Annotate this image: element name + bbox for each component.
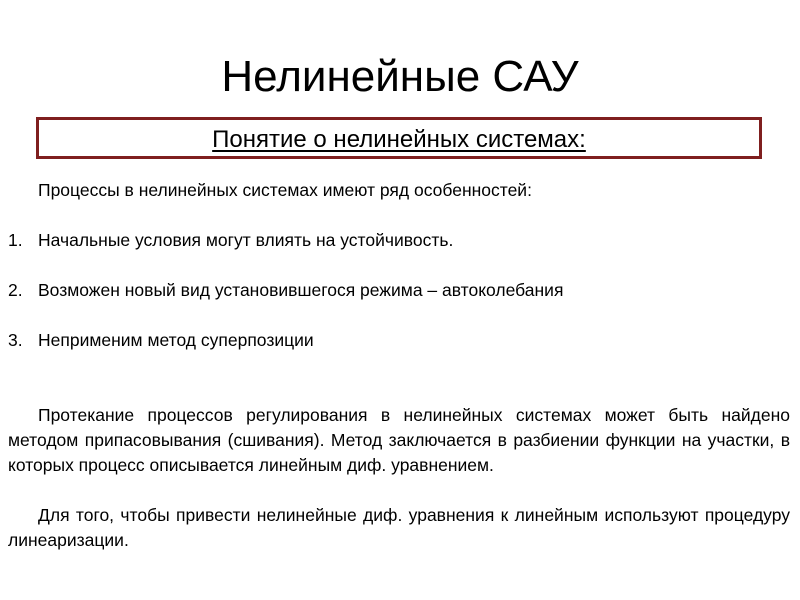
list-item [8,228,790,253]
spacer [8,253,790,278]
list-item-number: 3. [8,330,23,350]
features-list [8,228,790,353]
linearization-paragraph: Для того, чтобы привести нелинейные диф. уравнения к линейным используют процедуру линеаризации. [8,505,790,550]
subtitle-frame [36,117,762,159]
list-item [8,278,790,303]
list-item-text: Возможен новый вид установившегося режима – автоколебания [38,280,564,300]
subtitle-text: Понятие о нелинейных системах: [212,126,586,153]
intro-paragraph: Процессы в нелинейных системах имеют ряд особенностей: [38,180,532,200]
page-title: Нелинейные САУ [221,52,579,101]
list-item-text: Начальные условия могут влиять на устойчивость. [38,230,454,250]
spacer [8,303,790,328]
body-content [8,178,790,553]
list-item-text: Неприменим метод суперпозиции [38,330,314,350]
spacer [8,203,790,228]
list-item [8,328,790,353]
spacer [8,353,790,403]
list-item-number: 1. [8,230,23,250]
method-paragraph: Протекание процессов регулирования в нелинейных системах может быть найдено методом припасовывания (сшивания). Метод заключается в разбиении функции на участки, в которых процесс описывается линейным диф. уравнением. [8,405,790,475]
list-item-number: 2. [8,280,23,300]
spacer [8,478,790,503]
